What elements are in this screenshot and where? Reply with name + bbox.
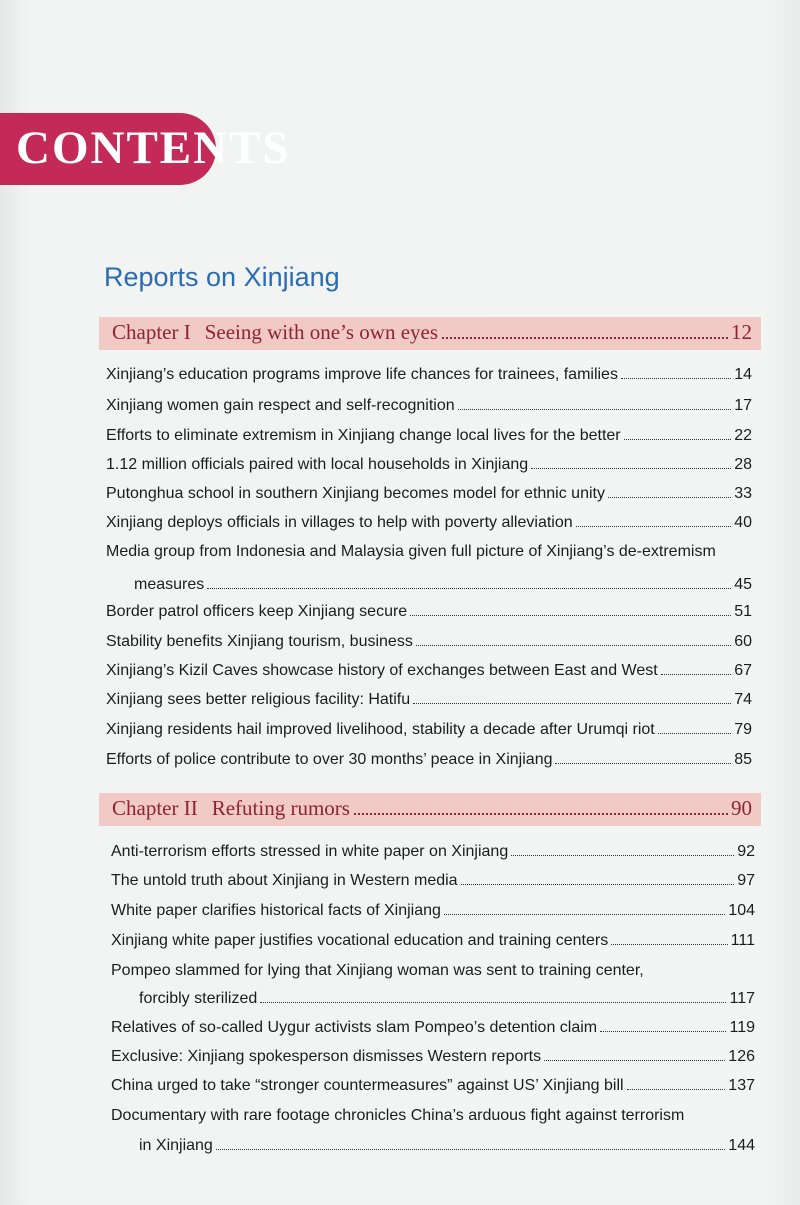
chapter-page: 12 — [731, 320, 752, 344]
dot-leader — [410, 615, 731, 616]
dot-leader — [413, 703, 731, 704]
toc-entry[interactable] — [106, 456, 752, 474]
dot-leader — [442, 337, 728, 339]
entry-title: 1.12 million officials paired with local households in Xinjiang — [106, 456, 529, 473]
entry-title: Xinjiang’s Kizil Caves showcase history of exchanges between East and West — [106, 662, 658, 679]
toc-entry-line1[interactable]: Pompeo slammed for lying that Xinjiang woman was sent to training center, — [111, 962, 644, 979]
entry-title: Stability benefits Xinjiang tourism, business — [106, 633, 413, 650]
dot-leader — [608, 497, 731, 498]
entry-page: 117 — [729, 990, 755, 1007]
entry-page: 14 — [734, 366, 752, 383]
entry-page: 144 — [728, 1137, 755, 1154]
toc-entry[interactable] — [106, 366, 752, 384]
chapter-title: Refuting rumors — [211, 796, 350, 820]
toc-entry[interactable] — [106, 721, 752, 739]
entry-title: The untold truth about Xinjiang in Western media — [111, 872, 458, 889]
entry-page: 33 — [734, 485, 752, 502]
entry-title: Exclusive: Xinjiang spokesperson dismisses Western reports — [111, 1048, 542, 1065]
entry-title: Xinjiang residents hail improved livelihood, stability a decade after Urumqi riot — [106, 721, 655, 738]
dot-leader — [661, 674, 732, 675]
dot-leader — [576, 526, 732, 527]
dot-leader — [544, 1060, 725, 1061]
entry-page: 92 — [737, 843, 755, 860]
entry-page: 60 — [734, 633, 752, 650]
entry-page: 79 — [734, 721, 752, 738]
dot-leader — [461, 884, 735, 885]
entry-title: Relatives of so-called Uygur activists slam Pompeo’s detention claim — [111, 1019, 598, 1036]
dot-leader — [611, 944, 727, 945]
entry-page: 45 — [734, 576, 752, 593]
toc-entry[interactable] — [111, 1048, 755, 1066]
toc-entry[interactable] — [134, 576, 752, 594]
toc-entry[interactable] — [111, 843, 755, 861]
toc-entry[interactable] — [106, 514, 752, 532]
dot-leader — [600, 1031, 726, 1032]
dot-leader — [216, 1149, 725, 1150]
entry-title: Xinjiang white paper justifies vocational education and training centers — [111, 932, 609, 949]
entry-title: Xinjiang’s education programs improve life chances for trainees, families — [106, 366, 618, 383]
toc-entry[interactable] — [139, 1137, 755, 1155]
toc-entry-line1[interactable]: Documentary with rare footage chronicles China’s arduous fight against terrorism — [111, 1107, 685, 1124]
entry-page: 67 — [734, 662, 752, 679]
entry-page: 119 — [729, 1019, 755, 1036]
dot-leader — [444, 914, 725, 915]
entry-title: in Xinjiang — [139, 1137, 213, 1154]
toc-entry[interactable] — [106, 633, 752, 651]
entry-title: Border patrol officers keep Xinjiang secure — [106, 603, 408, 620]
entry-title: forcibly sterilized — [139, 990, 258, 1007]
entry-title: China urged to take “stronger countermeasures” against US’ Xinjiang bill — [111, 1077, 624, 1094]
dot-leader — [555, 763, 731, 764]
section-heading: Reports on Xinjiang — [104, 262, 340, 292]
entry-page: 111 — [730, 932, 755, 949]
entry-title: Efforts to eliminate extremism in Xinjiang change local lives for the better — [106, 427, 621, 444]
chapter-heading[interactable] — [112, 796, 752, 821]
chapter-label: Chapter I — [112, 320, 191, 344]
toc-entry[interactable] — [106, 427, 752, 445]
toc-entry[interactable] — [106, 603, 752, 621]
entry-title: Xinjiang deploys officials in villages to help with poverty alleviation — [106, 514, 573, 531]
entry-page: 22 — [734, 427, 752, 444]
toc-entry[interactable] — [139, 990, 755, 1008]
entry-title: Anti-terrorism efforts stressed in white paper on Xinjiang — [111, 843, 509, 860]
dot-leader — [354, 813, 728, 815]
entry-page: 97 — [737, 872, 755, 889]
entry-page: 104 — [728, 902, 755, 919]
entry-page: 28 — [734, 456, 752, 473]
dot-leader — [531, 468, 731, 469]
dot-leader — [621, 378, 731, 379]
entry-page: 137 — [728, 1077, 755, 1094]
toc-entry[interactable] — [111, 1019, 755, 1037]
toc-entry[interactable] — [111, 1077, 755, 1095]
toc-entry-line1[interactable]: Media group from Indonesia and Malaysia given full picture of Xinjiang’s de-extremism — [106, 543, 716, 560]
chapter-title: Seeing with one’s own eyes — [204, 320, 439, 344]
entry-title: Efforts of police contribute to over 30 months’ peace in Xinjiang — [106, 751, 553, 768]
toc-entry[interactable] — [106, 691, 752, 709]
chapter-label: Chapter II — [112, 796, 198, 820]
dot-leader — [207, 588, 731, 589]
toc-entry[interactable] — [106, 397, 752, 415]
dot-leader — [658, 733, 731, 734]
entry-title: White paper clarifies historical facts of Xinjiang — [111, 902, 441, 919]
toc-entry[interactable] — [106, 485, 752, 503]
toc-entry[interactable] — [106, 662, 752, 680]
entry-title: Xinjiang sees better religious facility: Hatifu — [106, 691, 411, 708]
entry-title: measures — [134, 576, 205, 593]
entry-page: 17 — [734, 397, 752, 414]
entry-title: Xinjiang women gain respect and self-recognition — [106, 397, 455, 414]
dot-leader — [624, 439, 732, 440]
contents-title: CONTENTS — [16, 122, 291, 174]
entry-title: Putonghua school in southern Xinjiang becomes model for ethnic unity — [106, 485, 605, 502]
dot-leader — [416, 645, 731, 646]
dot-leader — [260, 1002, 726, 1003]
toc-entry[interactable] — [111, 872, 755, 890]
entry-page: 74 — [734, 691, 752, 708]
chapter-page: 90 — [731, 796, 752, 820]
entry-page: 126 — [728, 1048, 755, 1065]
toc-entry[interactable] — [111, 902, 755, 920]
entry-page: 40 — [734, 514, 752, 531]
toc-entry[interactable] — [111, 932, 755, 950]
chapter-heading[interactable] — [112, 320, 752, 345]
toc-entry[interactable] — [106, 751, 752, 769]
dot-leader — [627, 1089, 726, 1090]
entry-page: 51 — [734, 603, 752, 620]
dot-leader — [511, 855, 734, 856]
dot-leader — [458, 409, 732, 410]
entry-page: 85 — [734, 751, 752, 768]
